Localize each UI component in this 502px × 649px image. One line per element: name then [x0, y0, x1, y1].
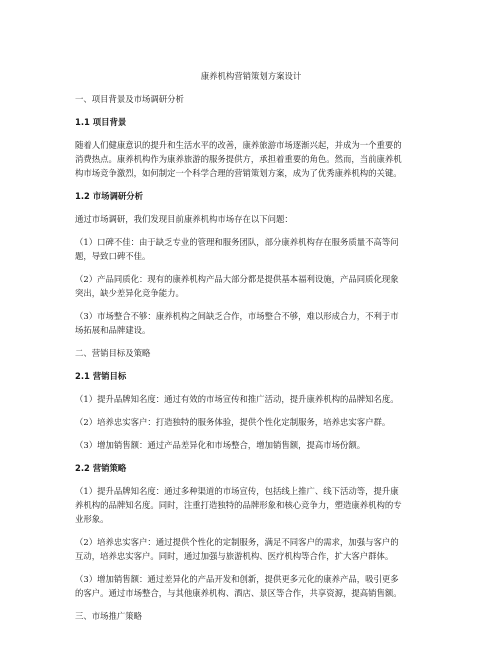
- section-heading-3: 三、市场推广策略: [75, 611, 142, 621]
- paragraph-line: 消费热点。康养机构作为康养旅游的服务提供方，承担着重要的角色。然而，当前康养机: [75, 154, 402, 164]
- list-item-line: 突出，缺少差异化竞争能力。: [75, 288, 184, 298]
- paragraph-line: 随着人们健康意识的提升和生活水平的改善，康养旅游市场逐渐兴起，并成为一个重要的: [75, 140, 402, 150]
- document-title: 康养机构营销策划方案设计: [200, 71, 302, 81]
- subsection-heading-2-2: 2.2 营销策略: [75, 463, 127, 473]
- list-item-line: （2）培养忠实客户：打造独特的服务体验，提供个性化定制服务，培养忠实客户群。: [75, 417, 391, 427]
- subsection-heading-1-1: 1.1 项目背景: [75, 117, 127, 127]
- section-heading-1: 一、项目背景及市场调研分析: [75, 94, 184, 104]
- list-item-line: 业形象。: [75, 514, 109, 524]
- list-item-line: 养机构的品牌知名度。同时，注重打造独特的品牌形象和核心竞争力，塑造康养机构的专: [75, 500, 402, 510]
- list-item-line: （1）口碑不佳：由于缺乏专业的管理和服务团队，部分康养机构存在服务质量不高等问: [75, 237, 399, 247]
- list-item-line: （2）产品同质化：现有的康养机构产品大部分都是提供基本福利设施，产品同质化现象: [75, 274, 399, 284]
- paragraph-line: 通过市场调研，我们发现目前康养机构市场存在以下问题：: [75, 214, 293, 224]
- list-item-line: 场拓展和品牌建设。: [75, 325, 151, 335]
- section-heading-2: 二、营销目标及策略: [75, 348, 151, 358]
- paragraph-line: 构市场竞争激烈，如何制定一个科学合理的营销策划方案，成为了优秀康养机构的关键。: [75, 168, 402, 178]
- subsection-heading-2-1: 2.1 营销目标: [75, 371, 127, 381]
- list-item-line: （1）提升品牌知名度：通过多种渠道的市场宣传，包括线上推广、线下活动等，提升康: [75, 486, 399, 496]
- list-item-line: 题，导致口碑不佳。: [75, 251, 151, 261]
- list-item-line: 互动，培养忠实客户。同时，通过加强与旅游机构、医疗机构等合作，扩大客户群体。: [75, 551, 394, 561]
- list-item-line: （2）培养忠实客户：通过提供个性化的定制服务，满足不同客户的需求，加强与客户的: [75, 537, 399, 547]
- list-item-line: 的客户。通过市场整合，与其他康养机构、酒店、景区等合作，共享资源，提高销售额。: [75, 588, 402, 598]
- list-item-line: （3）增加销售额：通过产品差异化和市场整合，增加销售额，提高市场份额。: [75, 440, 366, 450]
- subsection-heading-1-2: 1.2 市场调研分析: [75, 191, 144, 201]
- list-item-line: （3）增加销售额：通过差异化的产品开发和创新，提供更多元化的康养产品，吸引更多: [75, 574, 399, 584]
- list-item-line: （1）提升品牌知名度：通过有效的市场宣传和推广活动，提升康养机构的品牌知名度。: [75, 394, 399, 404]
- list-item-line: （3）市场整合不够：康养机构之间缺乏合作，市场整合不够，难以形成合力，不利于市: [75, 311, 399, 321]
